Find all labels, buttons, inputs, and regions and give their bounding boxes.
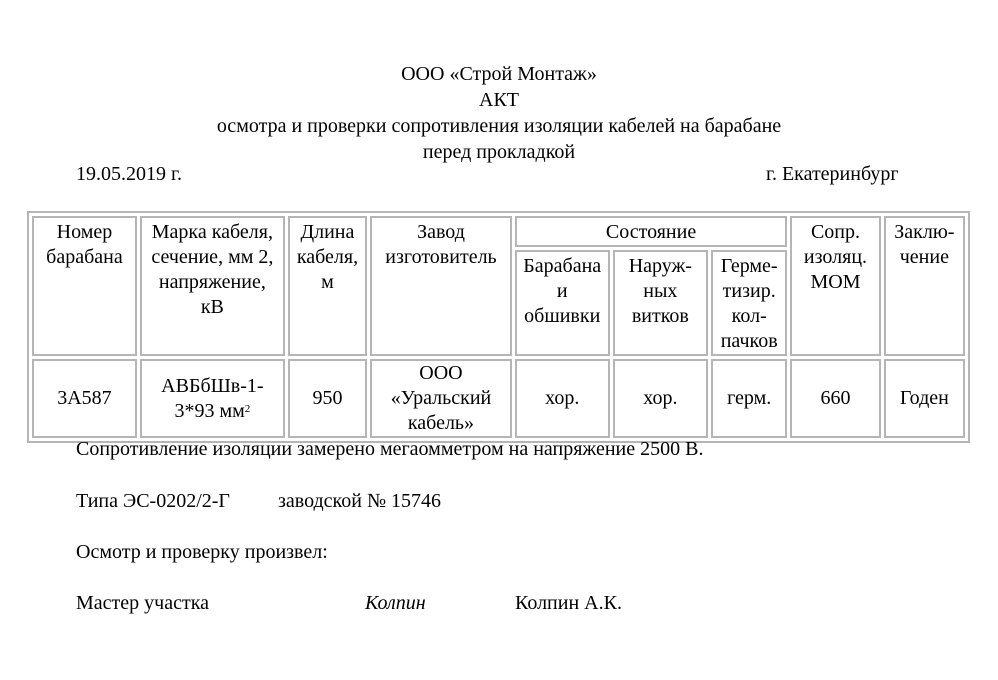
header-condition-outer-turns: Наруж- ных витков xyxy=(613,250,709,356)
document-subject-line-2: перед прокладкой xyxy=(422,141,576,163)
table-header-row xyxy=(32,216,965,247)
header-conclusion: Заклю- чение xyxy=(884,216,965,356)
inspected-by-label: Осмотр и проверку произвел: xyxy=(76,541,328,563)
header-condition-caps-sealing: Герме- тизир. кол- пачков xyxy=(711,250,787,356)
device-serial-number: заводской № 15746 xyxy=(278,490,442,512)
header-condition: Состояние xyxy=(515,216,787,247)
header-cable-length: Длина кабеля, м xyxy=(288,216,367,356)
document-date: 19.05.2019 г. xyxy=(76,163,182,185)
device-type: Типа ЭС-0202/2-Г xyxy=(76,490,230,512)
document-city: г. Екатеринбург xyxy=(766,163,899,185)
header-condition-drum: Барабана и обшивки xyxy=(515,250,610,356)
cell-cable-brand: АВБбШв-1- 3*93 $мм^2$ xyxy=(140,359,285,438)
cell-insulation-resistance: 660 xyxy=(790,359,880,438)
inspection-table xyxy=(27,211,970,443)
inspector-name: Колпин А.К. xyxy=(515,592,622,614)
cell-conclusion: Годен xyxy=(884,359,965,438)
header-insulation-resistance: Сопр. изоляц. МОМ xyxy=(790,216,880,356)
cell-condition-drum: хор. xyxy=(515,359,610,438)
table-row xyxy=(32,359,965,438)
header-manufacturer: Завод изготовитель xyxy=(370,216,512,356)
header-cable-brand: Марка кабеля, сечение, мм 2, напряжение, кВ xyxy=(140,216,285,356)
document-type: АКТ xyxy=(479,89,519,111)
inspector-signature: Колпин xyxy=(365,592,426,614)
measurement-note: Сопротивление изоляции замерено мегаомметром на напряжение 2500 В. xyxy=(76,438,704,460)
cell-cable-length: 950 xyxy=(288,359,367,438)
header-drum-number: Номер барабана xyxy=(32,216,137,356)
cell-drum-number: 3А587 xyxy=(32,359,137,438)
document-subject-line-1: осмотра и проверки сопротивления изоляции кабелей на барабане xyxy=(216,115,782,137)
cell-condition-outer-turns: хор. xyxy=(613,359,709,438)
inspector-position: Мастер участка xyxy=(76,592,209,614)
cell-manufacturer: ООО «Уральский кабель» xyxy=(370,359,512,438)
cell-condition-caps-sealing: герм. xyxy=(711,359,787,438)
company-name: ООО «Строй Монтаж» xyxy=(401,63,597,85)
